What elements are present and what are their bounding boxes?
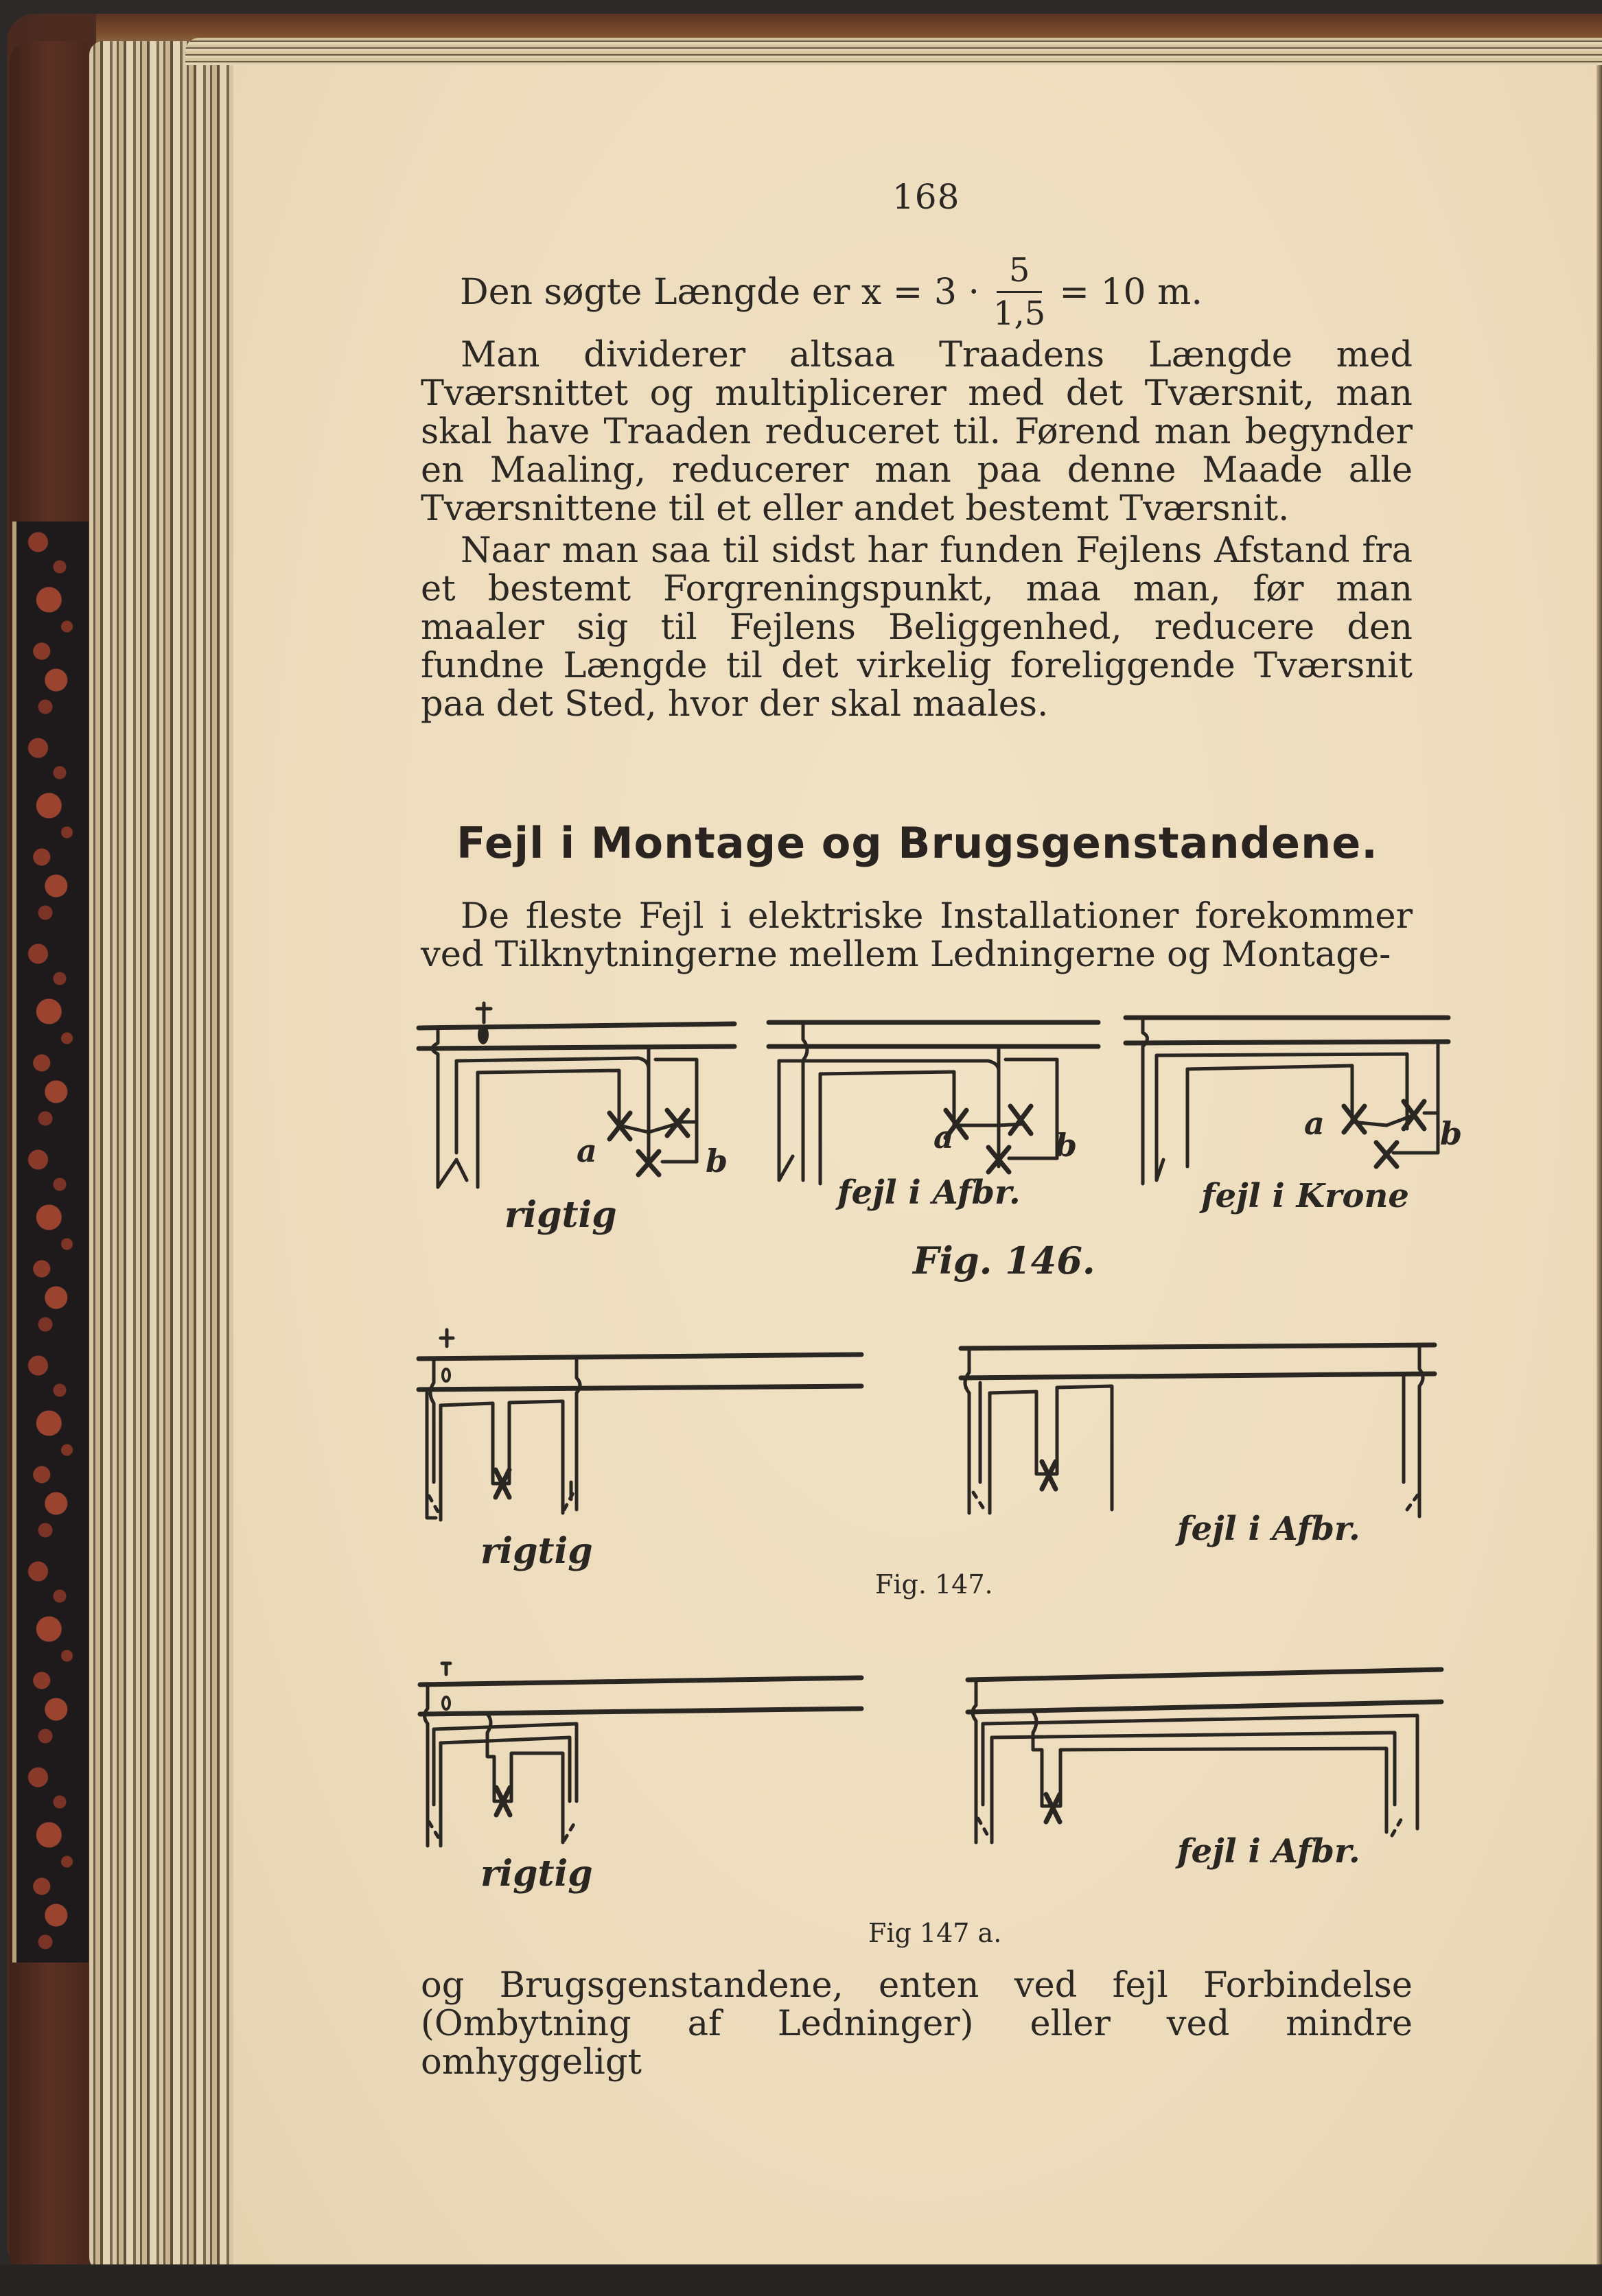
fig146-panel-1-diagram [412, 995, 755, 1201]
wire [954, 1124, 1023, 1125]
formula [460, 251, 1203, 333]
zero-symbol [443, 1369, 450, 1381]
section-paragraph-text: De fleste Fejl i elektriske Installationer forekommer ved Tilknytningerne mellem Ledningerne og Montage- [421, 896, 1413, 975]
marbled-cover-paper [12, 522, 89, 1963]
wire [1419, 1345, 1423, 1516]
formula-suffix: = 10 m. [1059, 271, 1203, 313]
wire [441, 1737, 570, 1801]
fig147-label-1: rigtig [480, 1530, 593, 1572]
wire [438, 1160, 467, 1187]
fault-x [1046, 1794, 1060, 1822]
section-paragraph [421, 898, 1413, 974]
fig146-panel-3-diagram [1119, 995, 1462, 1201]
paragraph-1 [421, 336, 1413, 528]
background-surface [0, 2264, 1602, 2296]
wire [779, 1061, 793, 1180]
fraction-denominator: 1,5 [993, 294, 1046, 333]
main-line-bottom [419, 1046, 734, 1049]
page-number: 168 [892, 177, 960, 217]
wire [429, 1496, 441, 1516]
section-heading: Fejl i Montage og Brugsgenstandene. [456, 818, 1378, 868]
fig146-point-a-1: a [577, 1132, 597, 1169]
wire [1393, 1042, 1438, 1153]
fig146-point-a-2: a [933, 1118, 954, 1156]
wire [1157, 1055, 1163, 1180]
plus-symbol [441, 1330, 453, 1346]
fraction-numerator: 5 [1008, 251, 1030, 290]
fig146-point-b-3: b [1440, 1115, 1463, 1152]
wire [577, 1357, 580, 1510]
fig147-label-2: fejl i Afbr. [1177, 1510, 1360, 1548]
main-line-bottom [419, 1386, 861, 1390]
closing-paragraph: og Brugsgenstandene, enten ved fejl Forbindelse (Ombytning af Ledninger) eller ved mindre omhyggeligt [421, 1965, 1413, 2083]
page-stack-left [89, 41, 240, 2271]
wire [487, 1714, 563, 1842]
wire [978, 1818, 990, 1839]
page-edge-right [1597, 65, 1602, 2268]
wire [564, 1822, 575, 1840]
switch-x-2 [1010, 1106, 1031, 1134]
wire [820, 1072, 954, 1125]
fig147-panel-1-diagram [412, 1324, 933, 1551]
main-line-top [961, 1345, 1435, 1348]
fig146-label-3: fejl i Krone [1201, 1177, 1409, 1215]
main-line-top [420, 1678, 861, 1685]
main-line-bottom [961, 1374, 1435, 1378]
fig147a-panel-1-diagram [412, 1647, 933, 1873]
paragraph-2 [421, 532, 1413, 724]
wire [965, 1348, 969, 1513]
figure-147a [412, 1647, 1441, 1949]
fraction [993, 251, 1046, 333]
wire [655, 1059, 697, 1162]
fig147a-label-2: fejl i Afbr. [1177, 1832, 1360, 1871]
fig146-panel-2-diagram [762, 995, 1105, 1201]
wire [456, 1058, 649, 1069]
wire [430, 1359, 434, 1482]
fig146-point-a-3: a [1304, 1105, 1325, 1142]
fuse-symbol [477, 1003, 491, 1022]
wire [441, 1401, 563, 1513]
page-stack-top [185, 38, 1602, 65]
fig147a-label-1: rigtig [480, 1853, 593, 1895]
wire [1407, 1495, 1418, 1510]
wire [973, 1492, 984, 1510]
figure-146 [412, 995, 1463, 1283]
wire [1392, 1815, 1404, 1836]
fig147a-caption: Fig 147 a. [868, 1918, 1002, 1948]
zero-symbol [443, 1697, 450, 1709]
fig146-label-2: fejl i Afbr. [837, 1173, 1021, 1212]
formula-prefix: Den søgte Længde er x = 3 · [460, 271, 979, 313]
main-line-top [419, 1024, 734, 1028]
plus-symbol [442, 1663, 450, 1674]
wire [478, 1070, 619, 1125]
fig147-caption: Fig. 147. [875, 1569, 993, 1600]
wire [1187, 1066, 1352, 1122]
wire [1157, 1054, 1407, 1129]
main-line-top [419, 1355, 861, 1359]
fig146-point-b-2: b [1055, 1127, 1078, 1164]
fig146-label-1: rigtig [504, 1194, 617, 1236]
fig146-point-b-1: b [706, 1143, 728, 1180]
wire [1033, 1712, 1386, 1832]
wire [973, 1680, 976, 1842]
wire [992, 1733, 1395, 1805]
paragraph-1-text: Man dividerer altsaa Traadens Længde med Tværsnittet og multiplicerer med det Tværsnit, man skal have Traaden reduceret til. Førend man begynder en Maaling, reducerer man paa denne Maade alle Tværsnittene til et eller andet bestemt Tværsnit. [421, 335, 1413, 529]
main-line-bottom [968, 1702, 1441, 1712]
figure-147 [412, 1324, 1441, 1613]
fuse-body [478, 1025, 489, 1044]
switch-x-a [1344, 1106, 1365, 1132]
wire [429, 1822, 439, 1839]
wire [779, 1061, 999, 1070]
fig146-caption: Fig. 146. [913, 1239, 1095, 1282]
wire [434, 1724, 577, 1801]
paragraph-2-text: Naar man saa til sidst har funden Fejlens Afstand fra et bestemt Forgreningspunkt, maa man, før man maaler sig til Fejlens Beliggenhed, reducere den fundne Længde til det virkelig foreliggende Tværsnit paa det Sted, hvor der skal maales. [421, 530, 1413, 725]
main-line-bottom [1126, 1042, 1448, 1043]
wire [990, 1386, 1112, 1510]
wire [425, 1685, 428, 1846]
main-line-top [968, 1670, 1441, 1680]
wire [432, 1028, 438, 1187]
